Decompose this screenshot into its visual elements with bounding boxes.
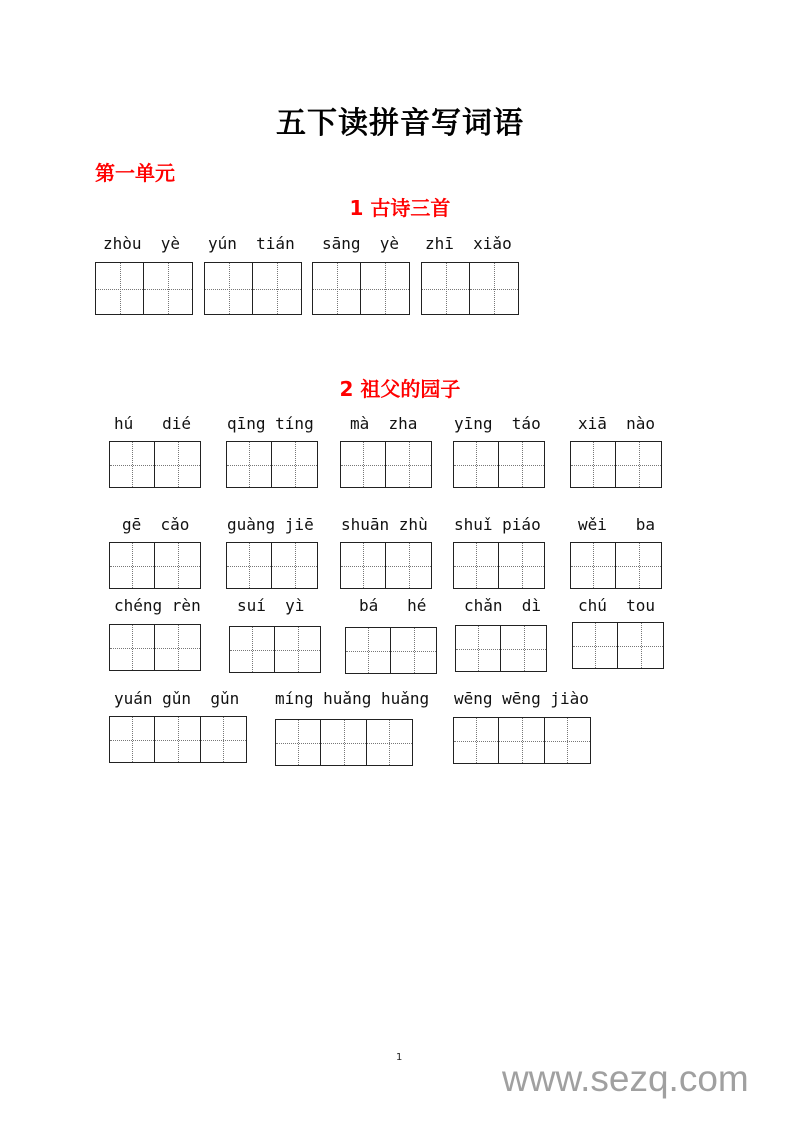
grid-cell[interactable]	[499, 442, 544, 487]
grid-cell[interactable]	[367, 720, 412, 765]
writing-grid[interactable]	[421, 262, 519, 315]
pinyin-label: hú dié	[114, 414, 192, 433]
writing-grid[interactable]	[570, 542, 662, 589]
grid-cell[interactable]	[346, 628, 391, 673]
grid-cell[interactable]	[386, 543, 431, 588]
grid-cell[interactable]	[499, 718, 544, 763]
writing-grid[interactable]	[226, 542, 318, 589]
grid-cell[interactable]	[155, 543, 200, 588]
writing-grid[interactable]	[226, 441, 318, 488]
watermark: www.sezq.com	[502, 1058, 749, 1099]
grid-cell[interactable]	[276, 720, 321, 765]
writing-grid[interactable]	[453, 717, 591, 764]
grid-cell[interactable]	[499, 543, 544, 588]
writing-grid[interactable]	[453, 542, 545, 589]
writing-grid[interactable]	[204, 262, 302, 315]
grid-cell[interactable]	[341, 543, 386, 588]
writing-grid[interactable]	[229, 626, 321, 673]
pinyin-label: yún tián	[208, 234, 295, 253]
grid-cell[interactable]	[110, 625, 155, 670]
writing-grid[interactable]	[340, 542, 432, 589]
grid-cell[interactable]	[321, 720, 366, 765]
grid-cell[interactable]	[386, 442, 431, 487]
pinyin-label: míng huǎng huǎng	[275, 689, 430, 708]
writing-grid[interactable]	[453, 441, 545, 488]
pinyin-label: gē cǎo	[122, 515, 190, 534]
grid-cell[interactable]	[454, 442, 499, 487]
writing-grid[interactable]	[275, 719, 413, 766]
pinyin-label: chǎn dì	[464, 596, 542, 615]
writing-grid[interactable]	[109, 441, 201, 488]
lesson-heading: 1 古诗三首	[349, 196, 451, 220]
grid-cell[interactable]	[205, 263, 253, 314]
writing-grid[interactable]	[109, 624, 201, 671]
grid-cell[interactable]	[253, 263, 301, 314]
grid-cell[interactable]	[144, 263, 192, 314]
pinyin-label: xiā nào	[578, 414, 656, 433]
grid-cell[interactable]	[501, 626, 546, 671]
grid-cell[interactable]	[313, 263, 361, 314]
grid-cell[interactable]	[391, 628, 436, 673]
grid-cell[interactable]	[571, 442, 616, 487]
grid-cell[interactable]	[571, 543, 616, 588]
grid-cell[interactable]	[155, 625, 200, 670]
grid-cell[interactable]	[110, 442, 155, 487]
unit-heading: 第一单元	[95, 161, 175, 185]
pinyin-label: chéng rèn	[114, 596, 201, 615]
grid-cell[interactable]	[618, 623, 663, 668]
pinyin-label: suí yì	[237, 596, 305, 615]
grid-cell[interactable]	[96, 263, 144, 314]
writing-grid[interactable]	[109, 716, 247, 763]
grid-cell[interactable]	[201, 717, 246, 762]
pinyin-label: zhī xiǎo	[425, 234, 512, 253]
grid-cell[interactable]	[616, 442, 661, 487]
grid-cell[interactable]	[454, 543, 499, 588]
pinyin-label: guàng jiē	[227, 515, 314, 534]
pinyin-label: shuǐ piáo	[454, 515, 541, 534]
page-number: 1	[396, 1052, 403, 1063]
grid-cell[interactable]	[422, 263, 470, 314]
grid-cell[interactable]	[110, 717, 155, 762]
pinyin-label: bá hé	[359, 596, 427, 615]
writing-grid[interactable]	[340, 441, 432, 488]
writing-grid[interactable]	[455, 625, 547, 672]
grid-cell[interactable]	[110, 543, 155, 588]
pinyin-label: zhòu yè	[103, 234, 181, 253]
grid-cell[interactable]	[456, 626, 501, 671]
grid-cell[interactable]	[155, 442, 200, 487]
pinyin-label: shuān zhù	[341, 515, 428, 534]
grid-cell[interactable]	[275, 627, 320, 672]
grid-cell[interactable]	[227, 442, 272, 487]
grid-cell[interactable]	[155, 717, 200, 762]
grid-cell[interactable]	[272, 442, 317, 487]
writing-grid[interactable]	[312, 262, 410, 315]
writing-grid[interactable]	[572, 622, 664, 669]
grid-cell[interactable]	[573, 623, 618, 668]
pinyin-label: qīng tíng	[227, 414, 314, 433]
grid-cell[interactable]	[470, 263, 518, 314]
pinyin-label: yīng táo	[454, 414, 541, 433]
grid-cell[interactable]	[227, 543, 272, 588]
grid-cell[interactable]	[341, 442, 386, 487]
pinyin-label: sāng yè	[322, 234, 400, 253]
pinyin-label: mà zha	[350, 414, 418, 433]
grid-cell[interactable]	[272, 543, 317, 588]
grid-cell[interactable]	[454, 718, 499, 763]
grid-cell[interactable]	[545, 718, 590, 763]
writing-grid[interactable]	[95, 262, 193, 315]
pinyin-label: chú tou	[578, 596, 656, 615]
page-title: 五下读拼音写词语	[276, 106, 524, 141]
grid-cell[interactable]	[361, 263, 409, 314]
pinyin-label: yuán gǔn gǔn	[114, 689, 240, 708]
writing-grid[interactable]	[109, 542, 201, 589]
pinyin-label: wěi ba	[578, 515, 656, 534]
grid-cell[interactable]	[230, 627, 275, 672]
writing-grid[interactable]	[345, 627, 437, 674]
grid-cell[interactable]	[616, 543, 661, 588]
writing-grid[interactable]	[570, 441, 662, 488]
lesson-heading: 2 祖父的园子	[339, 377, 461, 401]
pinyin-label: wēng wēng jiào	[454, 689, 589, 708]
